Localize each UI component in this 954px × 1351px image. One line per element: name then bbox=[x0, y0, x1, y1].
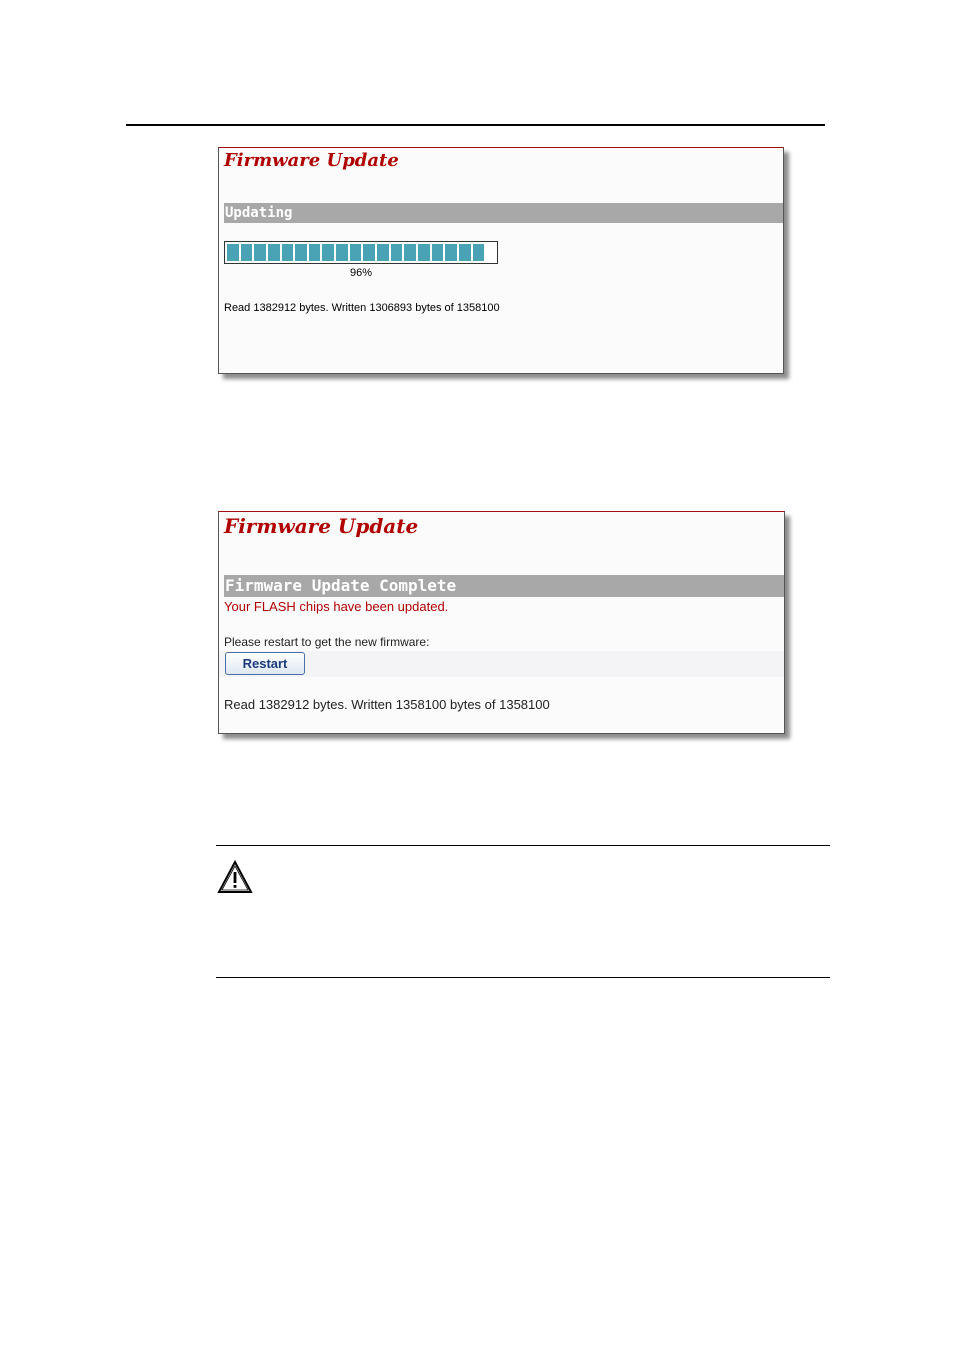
progress-segment bbox=[459, 244, 471, 261]
progress-segment bbox=[363, 244, 375, 261]
progress-segment bbox=[254, 244, 266, 261]
bytes-status: Read 1382912 bytes. Written 1358100 bytes of 1358100 bbox=[224, 697, 550, 712]
progress-segment bbox=[391, 244, 403, 261]
progress-segment bbox=[309, 244, 321, 261]
bytes-status: Read 1382912 bytes. Written 1306893 bytes of 1358100 bbox=[224, 302, 500, 314]
progress-segment bbox=[418, 244, 430, 261]
progress-segment bbox=[473, 244, 485, 261]
progress-segment bbox=[227, 244, 239, 261]
progress-segment bbox=[282, 244, 294, 261]
progress-segment bbox=[445, 244, 457, 261]
progress-bar-fill bbox=[227, 244, 484, 261]
firmware-update-progress-panel bbox=[218, 147, 784, 374]
progress-percentage: 96% bbox=[349, 267, 373, 279]
section-header-complete: Firmware Update Complete bbox=[224, 575, 784, 597]
progress-segment bbox=[377, 244, 389, 261]
section-header-updating: Updating bbox=[224, 203, 783, 223]
progress-segment bbox=[268, 244, 280, 261]
caution-rule-top bbox=[216, 845, 830, 846]
firmware-update-complete-panel bbox=[218, 511, 785, 734]
progress-segment bbox=[295, 244, 307, 261]
progress-segment bbox=[432, 244, 444, 261]
page-header-rule bbox=[126, 124, 825, 126]
progress-segment bbox=[322, 244, 334, 261]
restart-button[interactable]: Restart bbox=[225, 652, 305, 675]
progress-segment bbox=[336, 244, 348, 261]
panel-title: Firmware Update bbox=[224, 150, 399, 171]
progress-segment bbox=[350, 244, 362, 261]
panel-title: Firmware Update bbox=[224, 514, 419, 538]
restart-prompt: Please restart to get the new firmware: bbox=[224, 635, 430, 649]
caution-rule-bottom bbox=[216, 977, 830, 978]
progress-segment bbox=[404, 244, 416, 261]
progress-segment bbox=[241, 244, 253, 261]
warning-triangle-icon bbox=[217, 860, 253, 894]
progress-bar bbox=[224, 241, 498, 264]
status-message: Your FLASH chips have been updated. bbox=[224, 599, 449, 614]
